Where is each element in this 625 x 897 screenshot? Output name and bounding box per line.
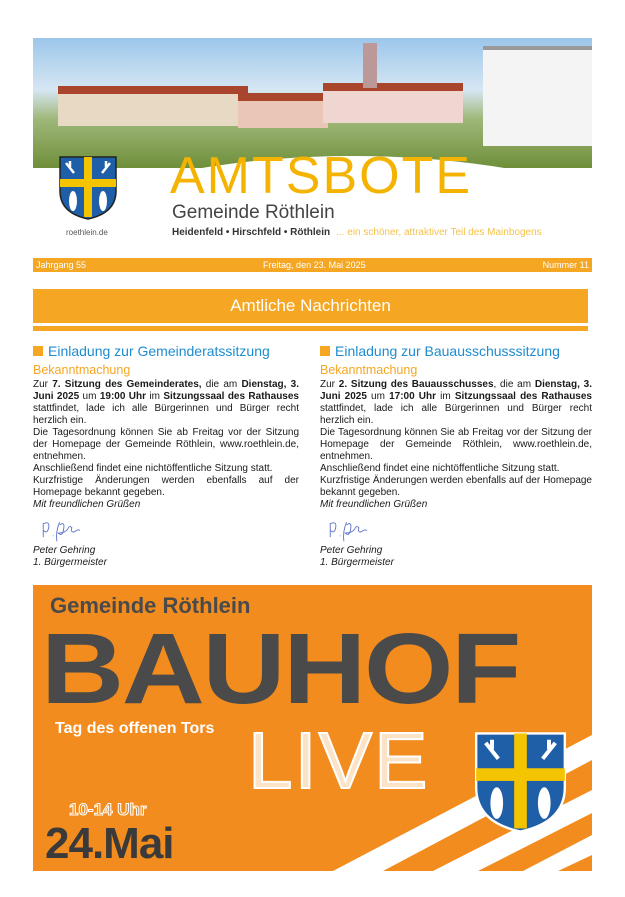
- article-subheading: Bekanntmachung: [320, 363, 418, 377]
- poster-title: BAUHOF: [41, 613, 520, 725]
- intro-paragraph: Zur 7. Sitzung des Gemeinderates, die am Dienstag, 3. Juni 2025 um 19:00 Uhr im Sitzungssaal des Rathauses stattfindet, lade ich alle Bürgerinnen und Bürger recht herzlich ein.: [33, 379, 299, 426]
- changes-note: Kurzfristige Änderungen werden ebenfalls auf der Homepage bekannt gegeben.: [33, 475, 299, 498]
- coat-of-arms-icon: [58, 155, 118, 221]
- section-title: Amtliche Nachrichten: [33, 289, 588, 323]
- heading-text: Einladung zur Gemeinderatssitzung: [48, 343, 270, 359]
- article-building-committee: [320, 343, 592, 569]
- intro-paragraph: Zur 2. Sitzung des Bauausschusses, die am Dienstag, 3. Juni 2025 um 17:00 Uhr im Sitzungssaal des Rathauses stattfindet, lade ich alle Bürgerinnen und Bürger recht herzlich ein.: [320, 379, 592, 426]
- greeting: Mit freundlichen Grüßen: [33, 499, 141, 510]
- signature-icon: [320, 514, 380, 544]
- signer-name: Peter Gehring: [320, 545, 383, 556]
- article-heading: [320, 343, 592, 359]
- signature-icon: [33, 514, 93, 544]
- greeting: Mit freundlichen Grüßen: [320, 499, 428, 510]
- website-label: roethlein.de: [66, 228, 108, 237]
- square-bullet-icon: [33, 346, 43, 356]
- coat-of-arms-icon: [473, 730, 568, 835]
- signer-name: Peter Gehring: [33, 545, 96, 556]
- square-bullet-icon: [320, 346, 330, 356]
- signer-role: 1. Bürgermeister: [320, 557, 394, 568]
- poster-municipality: Gemeinde Röthlein: [50, 593, 251, 618]
- slogan: ... ein schöner, attraktiver Teil des Mainbogens: [336, 227, 542, 238]
- poster-time: 10-14 Uhr: [69, 800, 147, 819]
- signer-role: 1. Bürgermeister: [33, 557, 107, 568]
- issue-info-bar: [33, 258, 592, 272]
- closed-session: Anschließend findet eine nichtöffentliche Sitzung statt.: [320, 463, 560, 474]
- issue-number: Nummer 11: [542, 260, 589, 270]
- places: Heidenfeld • Hirschfeld • Röthlein: [172, 227, 331, 238]
- volume: Jahrgang 55: [36, 260, 87, 270]
- closed-session: Anschließend findet eine nichtöffentliche Sitzung statt.: [33, 463, 273, 474]
- article-council: [33, 343, 299, 569]
- issue-date: Freitag, den 23. Mai 2025: [263, 260, 366, 270]
- poster-live: LIVE: [248, 716, 430, 805]
- poster-date: 24.Mai: [45, 819, 174, 868]
- masthead-subtitle: Gemeinde Röthlein: [172, 202, 335, 223]
- heading-text: Einladung zur Bauausschusssitzung: [335, 343, 560, 359]
- changes-note: Kurzfristige Änderungen werden ebenfalls auf der Homepage bekannt gegeben.: [320, 475, 592, 498]
- agenda-paragraph: Die Tagesordnung können Sie ab Freitag vor der Sitzung der Homepage der Gemeinde Röthlein, www.roethlein.de, entnehmen.: [33, 427, 299, 462]
- masthead-title: AMTSBOTE: [170, 147, 473, 205]
- poster-subtitle: Tag des offenen Tors: [55, 720, 215, 737]
- section-divider: [33, 326, 588, 331]
- agenda-paragraph: Die Tagesordnung können Sie ab Freitag vor der Sitzung der Homepage der Gemeinde Röthlein, www.roethlein.de, entnehmen.: [320, 427, 592, 462]
- tagline-row: [172, 227, 542, 238]
- article-heading: [33, 343, 299, 359]
- article-subheading: Bekanntmachung: [33, 363, 131, 377]
- bauhof-poster: [33, 585, 592, 871]
